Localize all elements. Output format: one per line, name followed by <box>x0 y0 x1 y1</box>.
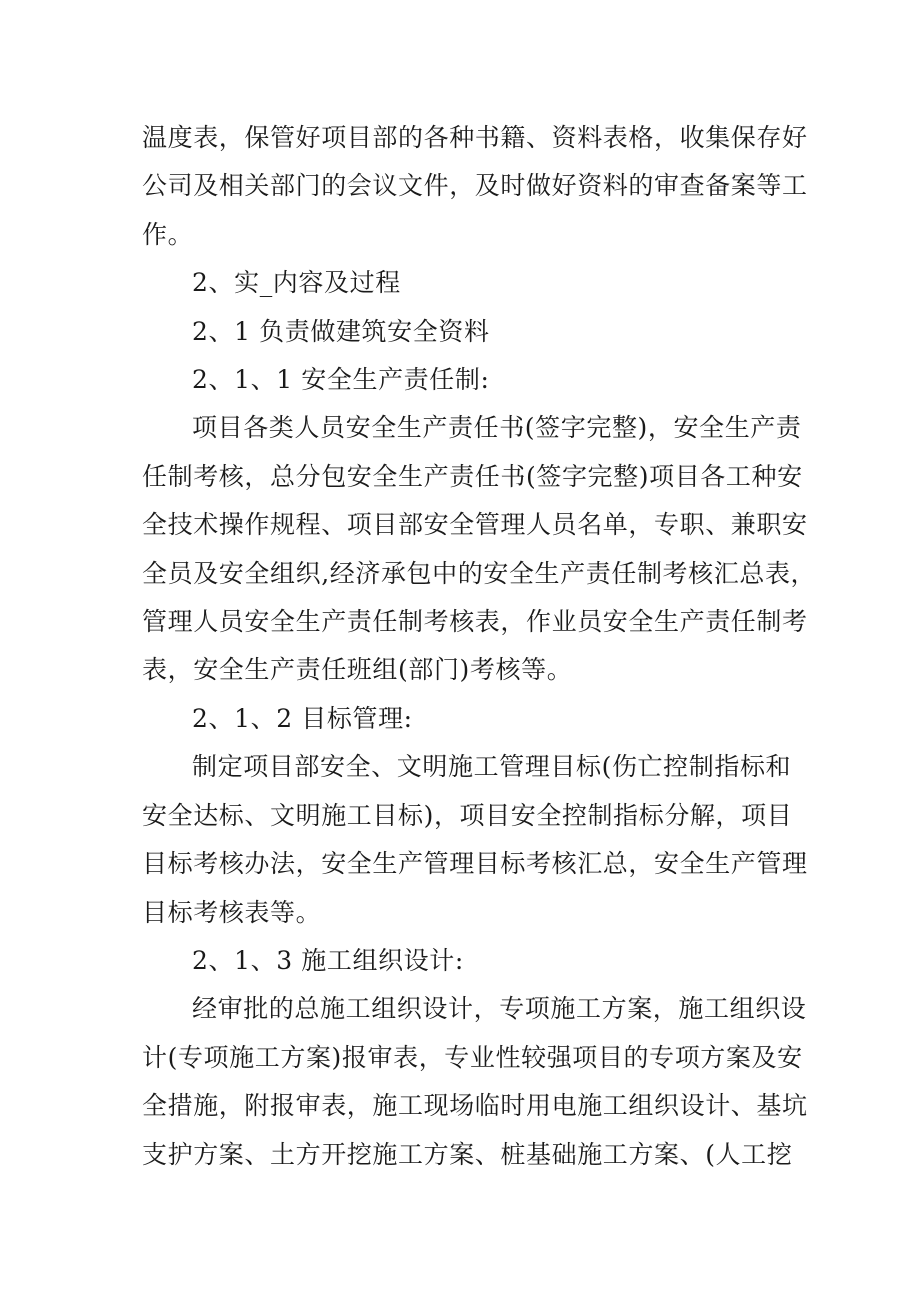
paragraph <box>142 356 782 404</box>
text-line: 经审批的总施工组织设计，专项施工方案，施工组织设 <box>192 994 807 1024</box>
text-line: 目标考核表等。 <box>142 897 322 927</box>
text-line: 作。 <box>142 219 194 249</box>
text-line: 2、1、3 施工组织设计: <box>192 945 464 975</box>
text-line: 表，安全生产责任班组(部门)考核等。 <box>142 655 573 685</box>
text-line: 2、1、2 目标管理: <box>192 703 413 733</box>
paragraph <box>142 308 782 356</box>
text-line: 支护方案、土方开挖施工方案、桩基础施工方案、(人工挖 <box>142 1139 793 1169</box>
text-line: 2、实_内容及过程 <box>192 268 401 298</box>
text-line: 2、1 负责做建筑安全资料 <box>192 316 490 346</box>
document-body <box>142 114 817 1179</box>
paragraph <box>142 259 782 307</box>
paragraph <box>142 937 782 985</box>
text-line: 任制考核，总分包安全生产责任书(签字完整)项目各工种安 <box>142 461 803 491</box>
paragraph <box>142 985 808 1179</box>
text-line: 全措施，附报审表，施工现场临时用电施工组织设计、基坑 <box>142 1091 808 1121</box>
paragraph <box>142 695 782 743</box>
text-line: 温度表，保管好项目部的各种书籍、资料表格，收集保存好 <box>142 123 808 152</box>
paragraph <box>142 114 808 259</box>
text-line: 管理人员安全生产责任制考核表，作业员安全生产责任制考 <box>142 607 808 637</box>
text-line: 公司及相关部门的会议文件，及时做好资料的审查备案等工 <box>142 171 808 201</box>
text-line: 全员及安全组织,经济承包中的安全生产责任制考核汇总表， <box>142 558 817 588</box>
text-line: 计(专项施工方案)报审表，专业性较强项目的专项方案及安 <box>142 1042 803 1072</box>
paragraph <box>142 743 808 937</box>
text-line: 全技术操作规程、项目部安全管理人员名单，专职、兼职安 <box>142 510 808 540</box>
paragraph <box>142 404 817 694</box>
text-line: 制定项目部安全、文明施工管理目标(伤亡控制指标和 <box>192 752 792 782</box>
text-line: 安全达标、文明施工目标)，项目安全控制指标分解，项目 <box>142 800 793 830</box>
text-line: 目标考核办法，安全生产管理目标考核汇总，安全生产管理 <box>142 849 808 879</box>
text-line: 项目各类人员安全生产责任书(签字完整)，安全生产责 <box>192 413 802 443</box>
text-line: 2、1、1 安全生产责任制: <box>192 365 490 395</box>
